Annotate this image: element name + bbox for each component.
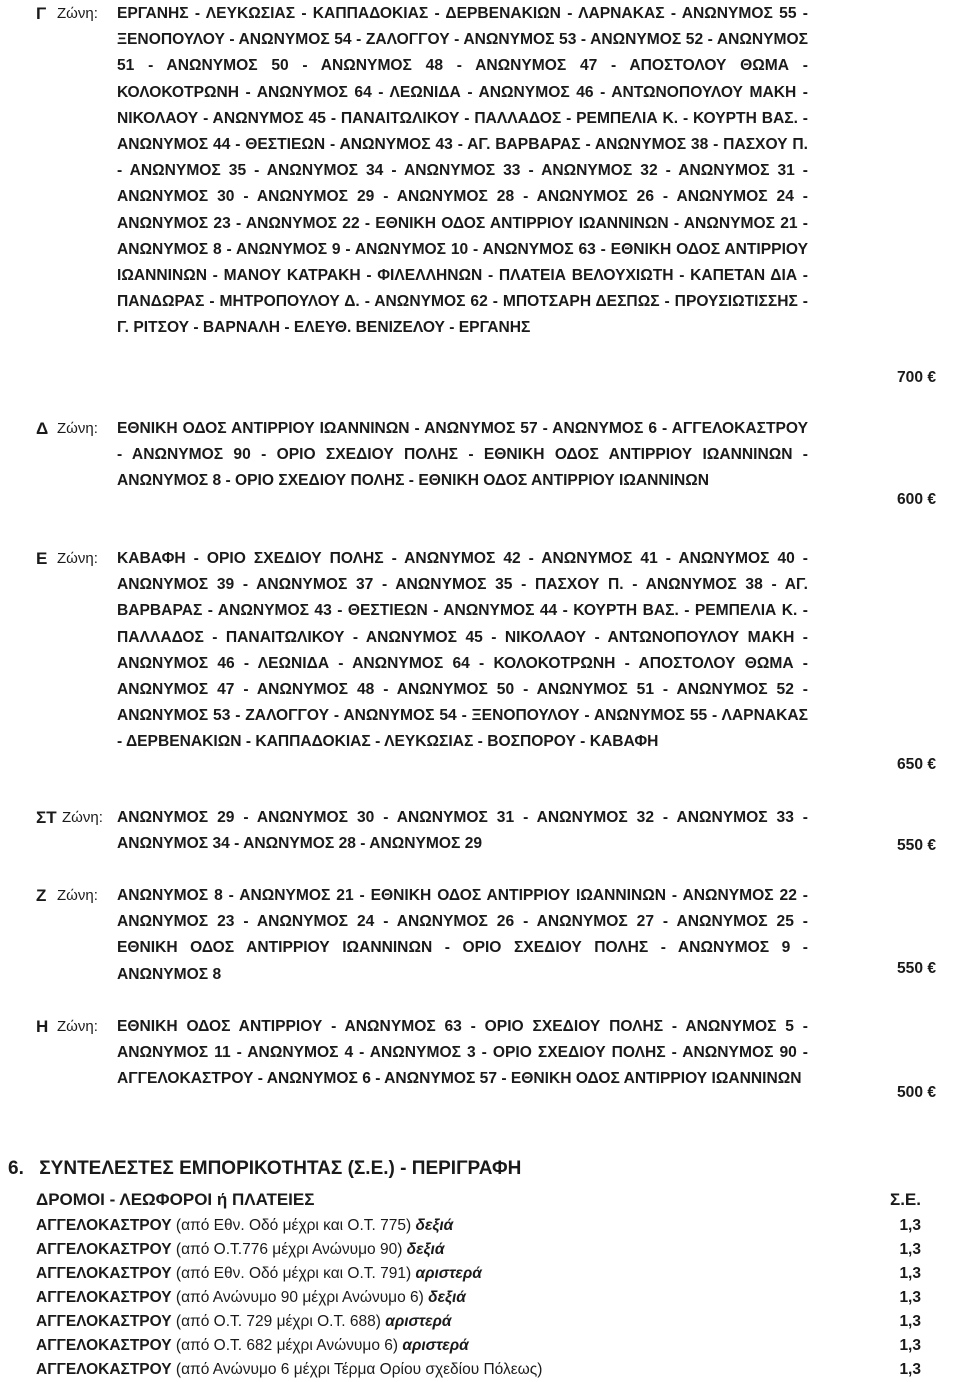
table-header bbox=[36, 1187, 921, 1213]
zone-label: Ζώνη: bbox=[57, 420, 98, 437]
zone-price: 500 € bbox=[896, 1084, 936, 1101]
table-row bbox=[36, 1215, 921, 1237]
zone-label: Ζώνη: bbox=[57, 887, 98, 904]
section-title bbox=[8, 1158, 521, 1180]
row-coefficient: 1,3 bbox=[899, 1289, 921, 1306]
row-side: αριστερά bbox=[415, 1265, 482, 1282]
row-coefficient: 1,3 bbox=[899, 1361, 921, 1378]
row-street: ΑΓΓΕΛΟΚΑΣΤΡΟΥ bbox=[36, 1361, 172, 1378]
table-row bbox=[36, 1263, 921, 1285]
row-street: ΑΓΓΕΛΟΚΑΣΤΡΟΥ bbox=[36, 1313, 172, 1330]
row-street: ΑΓΓΕΛΟΚΑΣΤΡΟΥ bbox=[36, 1337, 172, 1354]
zone-streets: ΕΘΝΙΚΗ ΟΔΟΣ ΑΝΤΙΡΡΙΟΥ - ΑΝΩΝΥΜΟΣ 63 - ΟΡΙΟ ΣΧΕΔΙΟΥ ΠΟΛΗΣ - ΑΝΩΝΥΜΟΣ 5 - ΑΝΩΝΥΜΟΣ 11 - ΑΝΩΝΥΜΟΣ 4 - ΑΝΩΝΥΜΟΣ 3 - ΟΡΙΟ ΣΧΕΔΙΟΥ ΠΟΛΗΣ - ΑΝΩΝΥΜΟΣ 90 - ΑΓΓΕΛΟΚΑΣΤΡΟΥ - ΑΝΩΝΥΜΟΣ 6 - ΑΝΩΝΥΜΟΣ 57 - ΕΘΝΙΚΗ ΟΔΟΣ ΑΝΤΙΡΡΙΟΥ ΙΩΑΝΝΙΝΩΝ bbox=[117, 1018, 808, 1088]
row-coefficient: 1,3 bbox=[899, 1217, 921, 1234]
zone-label: Ζώνη: bbox=[57, 1018, 98, 1035]
zone-price: 550 € bbox=[896, 837, 936, 854]
row-side: δεξιά bbox=[428, 1289, 466, 1306]
section-number: 6. bbox=[8, 1158, 24, 1179]
zone-streets: ΕΡΓΑΝΗΣ - ΛΕΥΚΩΣΙΑΣ - ΚΑΠΠΑΔΟΚΙΑΣ - ΔΕΡΒΕΝΑΚΙΩΝ - ΛΑΡΝΑΚΑΣ - ΑΝΩΝΥΜΟΣ 55 - ΞΕΝΟΠΟΥΛΟΥ - ΑΝΩΝΥΜΟΣ 54 - ΖΑΛΟΓΓΟΥ - ΑΝΩΝΥΜΟΣ 53 - ΑΝΩΝΥΜΟΣ 52 - ΑΝΩΝΥΜΟΣ 51 - ΑΝΩΝΥΜΟΣ 50 - ΑΝΩΝΥΜΟΣ 48 - ΑΝΩΝΥΜΟΣ 47 - ΑΠΟΣΤΟΛΟΥ ΘΩΜΑ - ΚΟΛΟΚΟΤΡΩΝΗ - ΑΝΩΝΥΜΟΣ 64 - ΛΕΩΝΙΔΑ - ΑΝΩΝΥΜΟΣ 46 - ΑΝΤΩΝΟΠΟΥΛΟΥ ΜΑΚΗ - ΝΙΚΟΛΑΟΥ - ΑΝΩΝΥΜΟΣ 45 - ΠΑΝΑΙΤΩΛΙΚΟΥ - ΠΑΛΛΑΔΟΣ - ΡΕΜΠΕΛΙΑ Κ. - ΚΟΥΡΤΗ ΒΑΣ. - ΑΝΩΝΥΜΟΣ 44 - ΘΕΣΤΙΕΩΝ - ΑΝΩΝΥΜΟΣ 43 - ΑΓ. ΒΑΡΒΑΡΑΣ - ΑΝΩΝΥΜΟΣ 38 - ΠΑΣΧΟΥ Π. - ΑΝΩΝΥΜΟΣ 35 - ΑΝΩΝΥΜΟΣ 34 - ΑΝΩΝΥΜΟΣ 33 - ΑΝΩΝΥΜΟΣ 32 - ΑΝΩΝΥΜΟΣ 31 - ΑΝΩΝΥΜΟΣ 30 - ΑΝΩΝΥΜΟΣ 29 - ΑΝΩΝΥΜΟΣ 28 - ΑΝΩΝΥΜΟΣ 26 - ΑΝΩΝΥΜΟΣ 24 - ΑΝΩΝΥΜΟΣ 23 - ΑΝΩΝΥΜΟΣ 22 - ΕΘΝΙΚΗ ΟΔΟΣ ΑΝΤΙΡΡΙΟΥ ΙΩΑΝΝΙΝΩΝ - ΑΝΩΝΥΜΟΣ 21 - ΑΝΩΝΥΜΟΣ 8 - ΑΝΩΝΥΜΟΣ 9 - ΑΝΩΝΥΜΟΣ 10 - ΑΝΩΝΥΜΟΣ 63 - ΕΘΝΙΚΗ ΟΔΟΣ ΑΝΤΙΡΡΙΟΥ ΙΩΑΝΝΙΝΩΝ - ΜΑΝΟΥ ΚΑΤΡΑΚΗ - ΦΙΛΕΛΛΗΝΩΝ - ΠΛΑΤΕΙΑ ΒΕΛΟΥΧΙΩΤΗ - ΚΑΠΕΤΑΝ ΔΙΑ - ΠΑΝΔΩΡΑΣ - ΜΗΤΡΟΠΟΥΛΟΥ Δ. - ΑΝΩΝΥΜΟΣ 62 - ΜΠΟΤΣΑΡΗ ΔΕΣΠΩΣ - ΠΡΟΥΣΙΩΤΙΣΣΗΣ - Γ. ΡΙΤΣΟΥ - ΒΑΡΝΑΛΗ - ΕΛΕΥΘ. ΒΕΝΙΖΕΛΟΥ - ΕΡΓΑΝΗΣ bbox=[117, 5, 808, 337]
row-street: ΑΓΓΕΛΟΚΑΣΤΡΟΥ bbox=[36, 1289, 172, 1306]
row-street: ΑΓΓΕΛΟΚΑΣΤΡΟΥ bbox=[36, 1265, 172, 1282]
zone-letter: ΣΤ bbox=[36, 808, 57, 827]
zone-streets: ΑΝΩΝΥΜΟΣ 29 - ΑΝΩΝΥΜΟΣ 30 - ΑΝΩΝΥΜΟΣ 31 - ΑΝΩΝΥΜΟΣ 32 - ΑΝΩΝΥΜΟΣ 33 - ΑΝΩΝΥΜΟΣ 34 - ΑΝΩΝΥΜΟΣ 28 - ΑΝΩΝΥΜΟΣ 29 bbox=[117, 809, 808, 853]
table-row bbox=[36, 1335, 921, 1357]
row-description: (από Εθν. Οδό μέχρι και Ο.Τ. 791) bbox=[175, 1265, 412, 1282]
zone-letter: Δ bbox=[36, 419, 49, 438]
zone-letter: Ε bbox=[36, 549, 48, 568]
row-coefficient: 1,3 bbox=[899, 1265, 921, 1282]
zone-streets: ΚΑΒΑΦΗ - ΟΡΙΟ ΣΧΕΔΙΟΥ ΠΟΛΗΣ - ΑΝΩΝΥΜΟΣ 42 - ΑΝΩΝΥΜΟΣ 41 - ΑΝΩΝΥΜΟΣ 40 - ΑΝΩΝΥΜΟΣ 39 - ΑΝΩΝΥΜΟΣ 37 - ΑΝΩΝΥΜΟΣ 35 - ΠΑΣΧΟΥ Π. - ΑΝΩΝΥΜΟΣ 38 - ΑΓ. ΒΑΡΒΑΡΑΣ - ΑΝΩΝΥΜΟΣ 43 - ΘΕΣΤΙΕΩΝ - ΑΝΩΝΥΜΟΣ 44 - ΚΟΥΡΤΗ ΒΑΣ. - ΡΕΜΠΕΛΙΑ Κ. - ΠΑΛΛΑΔΟΣ - ΠΑΝΑΙΤΩΛΙΚΟΥ - ΑΝΩΝΥΜΟΣ 45 - ΝΙΚΟΛΑΟΥ - ΑΝΤΩΝΟΠΟΥΛΟΥ ΜΑΚΗ - ΑΝΩΝΥΜΟΣ 46 - ΛΕΩΝΙΔΑ - ΑΝΩΝΥΜΟΣ 64 - ΚΟΛΟΚΟΤΡΩΝΗ - ΑΠΟΣΤΟΛΟΥ ΘΩΜΑ - ΑΝΩΝΥΜΟΣ 47 - ΑΝΩΝΥΜΟΣ 48 - ΑΝΩΝΥΜΟΣ 50 - ΑΝΩΝΥΜΟΣ 51 - ΑΝΩΝΥΜΟΣ 52 - ΑΝΩΝΥΜΟΣ 53 - ΖΑΛΟΓΓΟΥ - ΑΝΩΝΥΜΟΣ 54 - ΞΕΝΟΠΟΥΛΟΥ - ΑΝΩΝΥΜΟΣ 55 - ΛΑΡΝΑΚΑΣ - ΔΕΡΒΕΝΑΚΙΩΝ - ΚΑΠΠΑΔΟΚΙΑΣ - ΛΕΥΚΩΣΙΑΣ - ΒΟΣΠΟΡΟΥ - ΚΑΒΑΦΗ bbox=[117, 550, 808, 751]
table-row bbox=[36, 1239, 921, 1261]
row-description: (από Ανώνυμο 90 μέχρι Ανώνυμο 6) bbox=[175, 1289, 424, 1306]
zone-price: 700 € bbox=[896, 369, 936, 386]
row-coefficient: 1,3 bbox=[899, 1313, 921, 1330]
table-row bbox=[36, 1287, 921, 1309]
zone-price: 650 € bbox=[896, 756, 936, 773]
row-description: (από Ο.Τ.776 μέχρι Ανώνυμο 90) bbox=[175, 1241, 403, 1258]
row-coefficient: 1,3 bbox=[899, 1337, 921, 1354]
row-coefficient: 1,3 bbox=[899, 1241, 921, 1258]
zone-streets: ΑΝΩΝΥΜΟΣ 8 - ΑΝΩΝΥΜΟΣ 21 - ΕΘΝΙΚΗ ΟΔΟΣ ΑΝΤΙΡΡΙΟΥ ΙΩΑΝΝΙΝΩΝ - ΑΝΩΝΥΜΟΣ 22 - ΑΝΩΝΥΜΟΣ 23 - ΑΝΩΝΥΜΟΣ 24 - ΑΝΩΝΥΜΟΣ 26 - ΑΝΩΝΥΜΟΣ 27 - ΑΝΩΝΥΜΟΣ 25 - ΕΘΝΙΚΗ ΟΔΟΣ ΑΝΤΙΡΡΙΟΥ ΙΩΑΝΝΙΝΩΝ - ΟΡΙΟ ΣΧΕΔΙΟΥ ΠΟΛΗΣ - ΑΝΩΝΥΜΟΣ 9 - ΑΝΩΝΥΜΟΣ 8 bbox=[117, 887, 808, 983]
row-description: (από Ο.Τ. 729 μέχρι Ο.Τ. 688) bbox=[175, 1313, 381, 1330]
zone-letter: Γ bbox=[36, 4, 47, 23]
table-row bbox=[36, 1311, 921, 1333]
table-header-streets: ΔΡΟΜΟΙ - ΛΕΩΦΟΡΟΙ ή ΠΛΑΤΕΙΕΣ bbox=[36, 1190, 315, 1209]
row-description: (από Ανώνυμο 6 μέχρι Τέρμα Ορίου σχεδίου Πόλεως) bbox=[175, 1361, 543, 1378]
zone-letter: Ζ bbox=[36, 886, 47, 905]
zone-label: Ζώνη: bbox=[62, 809, 103, 826]
zone-price: 550 € bbox=[896, 960, 936, 977]
row-side: δεξιά bbox=[415, 1217, 454, 1234]
table-row bbox=[36, 1359, 921, 1381]
row-side: δεξιά bbox=[406, 1241, 445, 1258]
zone-label: Ζώνη: bbox=[57, 550, 98, 567]
row-description: (από Εθν. Οδό μέχρι και Ο.Τ. 775) bbox=[175, 1217, 412, 1234]
zone-letter: Η bbox=[36, 1017, 49, 1036]
row-description: (από Ο.Τ. 682 μέχρι Ανώνυμο 6) bbox=[175, 1337, 399, 1354]
zone-label: Ζώνη: bbox=[57, 5, 98, 22]
row-street: ΑΓΓΕΛΟΚΑΣΤΡΟΥ bbox=[36, 1217, 172, 1234]
row-side: αριστερά bbox=[402, 1337, 469, 1354]
row-side: αριστερά bbox=[385, 1313, 452, 1330]
row-street: ΑΓΓΕΛΟΚΑΣΤΡΟΥ bbox=[36, 1241, 172, 1258]
zone-streets: ΕΘΝΙΚΗ ΟΔΟΣ ΑΝΤΙΡΡΙΟΥ ΙΩΑΝΝΙΝΩΝ - ΑΝΩΝΥΜΟΣ 57 - ΑΝΩΝΥΜΟΣ 6 - ΑΓΓΕΛΟΚΑΣΤΡΟΥ - ΑΝΩΝΥΜΟΣ 90 - ΟΡΙΟ ΣΧΕΔΙΟΥ ΠΟΛΗΣ - ΕΘΝΙΚΗ ΟΔΟΣ ΑΝΤΙΡΡΙΟΥ ΙΩΑΝΝΙΝΩΝ - ΑΝΩΝΥΜΟΣ 8 - ΟΡΙΟ ΣΧΕΔΙΟΥ ΠΟΛΗΣ - ΕΘΝΙΚΗ ΟΔΟΣ ΑΝΤΙΡΡΙΟΥ ΙΩΑΝΝΙΝΩΝ bbox=[117, 420, 808, 490]
section-heading: ΣΥΝΤΕΛΕΣΤΕΣ ΕΜΠΟΡΙΚΟΤΗΤΑΣ (Σ.Ε.) - ΠΕΡΙΓΡΑΦΗ bbox=[39, 1158, 522, 1179]
table-header-coefficient: Σ.Ε. bbox=[890, 1190, 921, 1209]
zone-price: 600 € bbox=[896, 491, 936, 508]
